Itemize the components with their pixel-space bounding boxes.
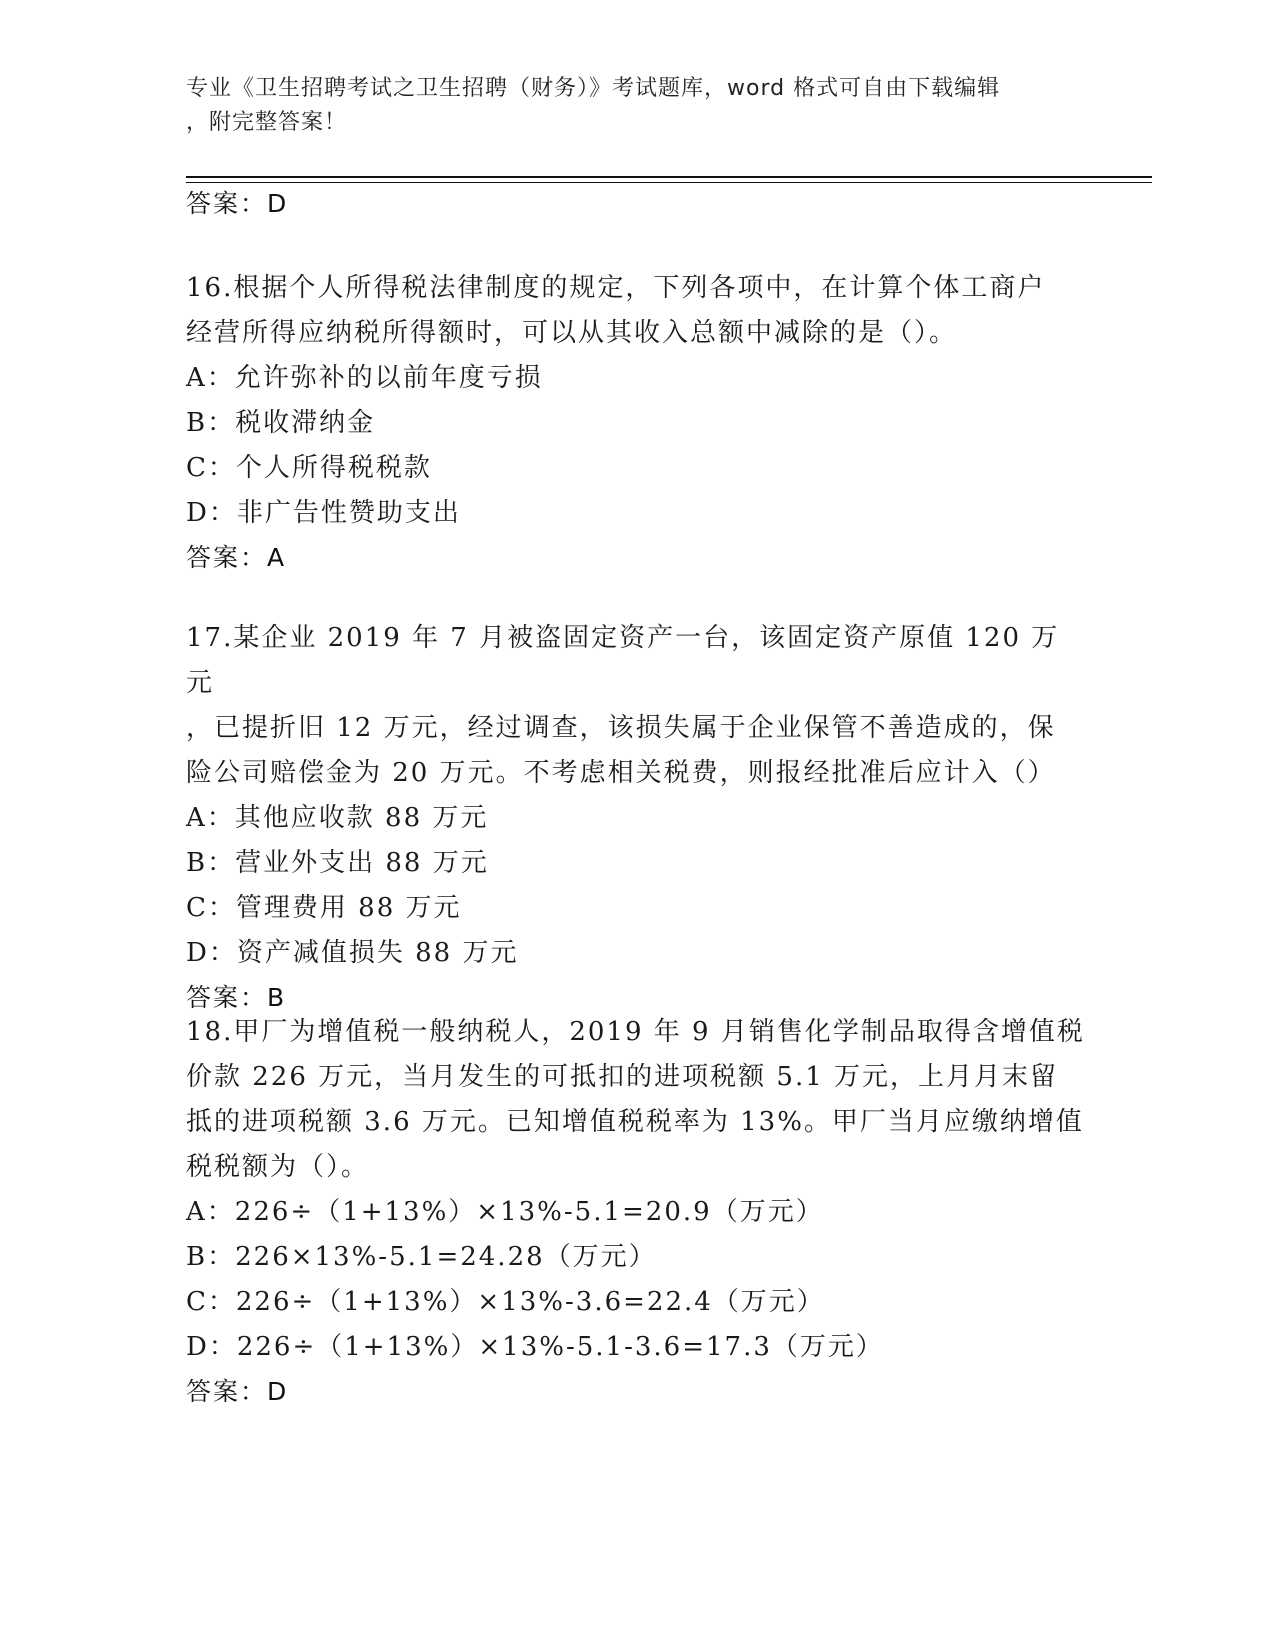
answer-line: 答案：B: [186, 983, 287, 1012]
question-stem: 18.甲厂为增值税一般纳税人，2019 年 9 月销售化学制品取得含增值税 价款 226 万元，当月发生的可抵扣的进项税额 5.1 万元，上月月末留 抵的进项税额 3.6 万元。已知增值税税率为 13%。甲厂当月应缴纳增值 税税额为（）。: [186, 1017, 1085, 1182]
option-b: B：税收滞纳金: [186, 408, 376, 438]
option-a: A：其他应收款 88 万元: [186, 803, 489, 833]
question-stem: 16.根据个人所得税法律制度的规定，下列各项中，在计算个体工商户 经营所得应纳税所得额时，可以从其收入总额中减除的是（）。: [186, 273, 1046, 348]
option-c: C：226÷（1+13%）×13%-3.6=22.4（万元）: [186, 1287, 825, 1317]
previous-answer: 答案：D: [186, 189, 289, 218]
option-a: A：226÷（1+13%）×13%-5.1=20.9（万元）: [186, 1197, 824, 1227]
document-header: 专业《卫生招聘考试之卫生招聘（财务）》考试题库，word 格式可自由下载编辑 ，附完整答案！: [186, 76, 1001, 135]
option-d: D：非广告性赞助支出: [186, 498, 461, 528]
option-d: D：资产减值损失 88 万元: [186, 938, 519, 968]
option-c: C：个人所得税税款: [186, 453, 432, 483]
option-b: B：营业外支出 88 万元: [186, 848, 489, 878]
header-divider-thick: [186, 176, 1152, 178]
question-18: [186, 1010, 1086, 1414]
option-b: B：226×13%-5.1=24.28（万元）: [186, 1242, 657, 1272]
question-16: [186, 266, 1086, 580]
option-a: A：允许弥补的以前年度亏损: [186, 363, 543, 393]
question-stem: 17.某企业 2019 年 7 月被盗固定资产一台，该固定资产原值 120 万元 ，已提折旧 12 万元，经过调查，该损失属于企业保管不善造成的，保 险公司赔偿金为 20 万元。不考虑相关税费，则报经批准后应计入（）: [186, 623, 1060, 788]
option-d: D：226÷（1+13%）×13%-5.1-3.6=17.3（万元）: [186, 1332, 884, 1362]
question-17: [186, 616, 1086, 1020]
option-c: C：管理费用 88 万元: [186, 893, 462, 923]
answer-line: 答案：A: [186, 543, 287, 572]
answer-line: 答案：D: [186, 1377, 289, 1406]
